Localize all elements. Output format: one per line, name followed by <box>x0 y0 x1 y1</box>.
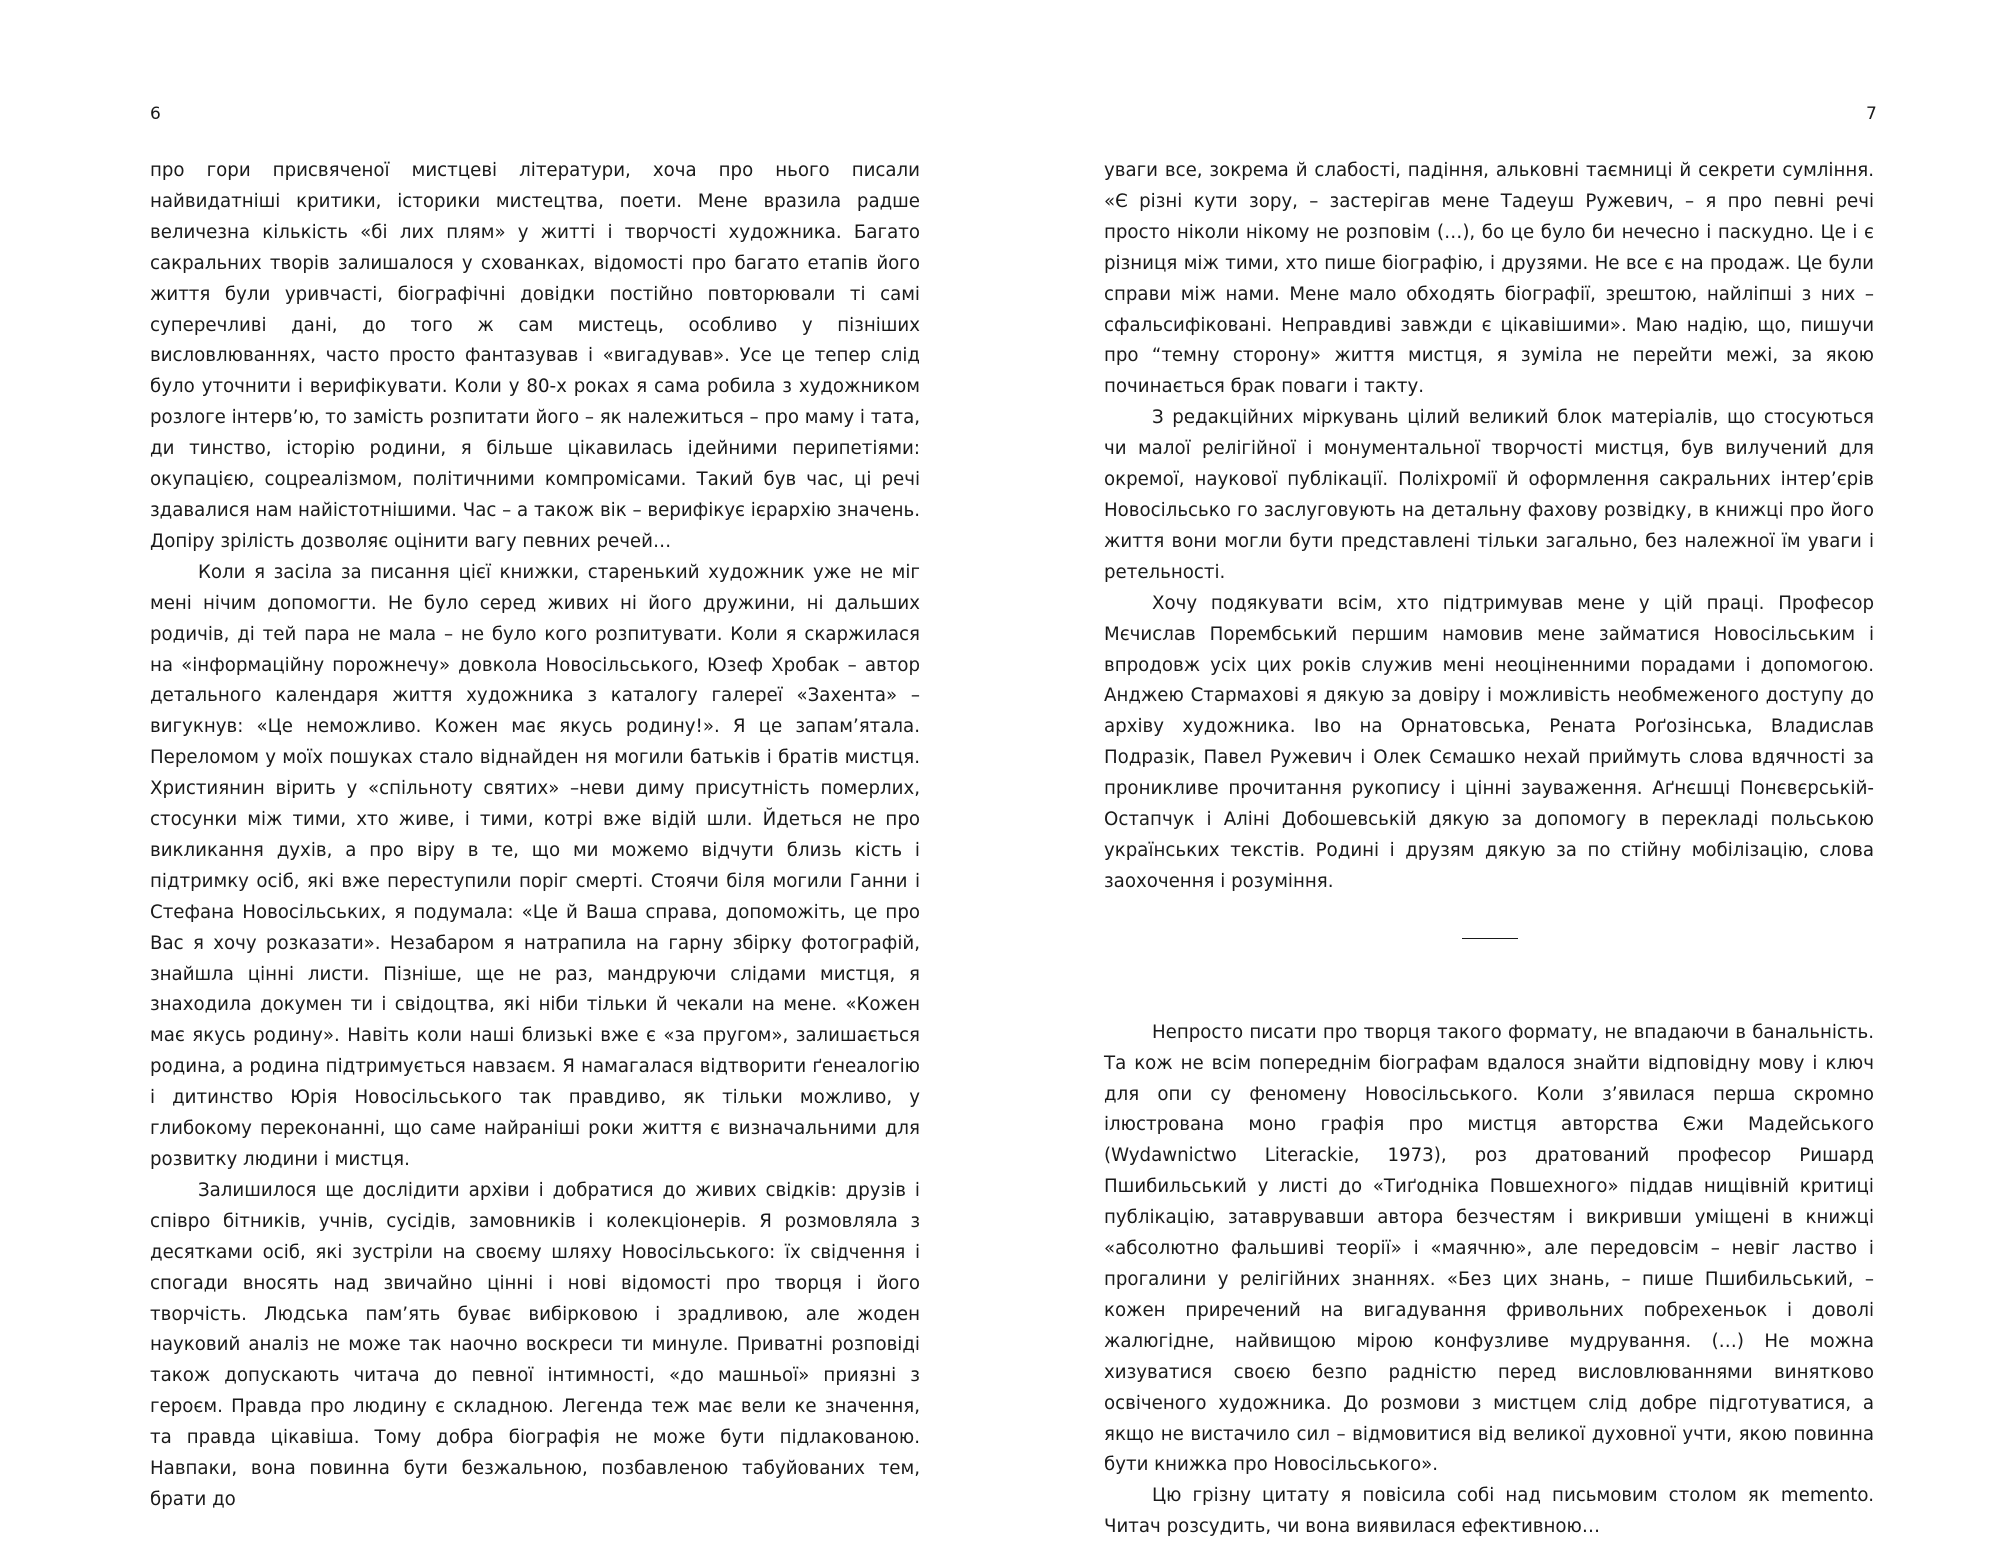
text-line: стійну мобілізацію, слова заохочення і розуміння. <box>1104 839 1874 892</box>
text-line: Коли я засіла за писання цієї книжки, старенький художник уже не міг мені <box>150 561 920 614</box>
text-line: су феномену Новосільського. Коли з’явилася перша скромно ілюстрована моно <box>1104 1083 1874 1136</box>
separator-rule <box>1462 938 1518 939</box>
text-line: Залишилося ще дослідити архіви і добратися до живих свідків: друзів і співро <box>150 1179 920 1232</box>
paragraph <box>1104 1481 1874 1543</box>
page-number-left: 6 <box>150 104 161 124</box>
paragraph <box>150 1176 920 1516</box>
text-line: має якусь родину!». Я це запам’ятала. Переломом у моїх пошуках стало віднайден <box>150 716 920 769</box>
text-line: і Стефана Новосільських, я подумала: «Це й Ваша справа, допоможіть, це про Вас <box>150 870 920 954</box>
right-text-column <box>1104 156 1874 1543</box>
text-line: кість і підтримку осіб, які вже переступили поріг смерті. Стоячи біля могили Ганни <box>150 839 920 892</box>
text-line: я зуміла не перейти межі, за якою починається брак поваги і такту. <box>1104 345 1874 398</box>
text-line: соцреалізмом, політичними компромісами. Такий був час, ці речі здавалися нам <box>150 469 921 521</box>
text-line: Сємашко нехай приймуть слова вдячності за проникливе прочитання рукопису і <box>1104 747 1874 800</box>
text-line: ти і свідоцтва, які ніби тільки й чекали на мене. «Кожен має якусь родину». Навіть <box>150 994 920 1047</box>
text-line: про гори присвяченої мистцеві літератури, хоча про нього писали найвидатніші <box>150 160 920 212</box>
text-line: нічим допомогти. Не було серед живих ні його дружини, ні дальших родичів, ді <box>150 592 920 645</box>
paragraph <box>1104 403 1874 588</box>
text-line: вибірковою і зрадливою, але жоден науковий аналіз не може так наочно воскреси <box>150 1303 920 1356</box>
text-line: звичайно цінні і нові відомості про творця і його творчість. Людська пам’ять буває <box>150 1272 920 1325</box>
text-line: які зустріли на своєму шляху Новосільського: їх свідчення і спогади вносять над <box>150 1241 920 1294</box>
text-line: кож не всім попереднім біографам вдалося знайти відповідну мову і ключ для опи <box>1104 1052 1874 1105</box>
paragraph <box>1104 589 1874 898</box>
text-line: го заслуговують на детальну фахову розвідку, в книжці про його життя вони могли <box>1104 499 1874 552</box>
text-line: тинство, історію родини, я більше цікавилась ідейними перипетіями: окупацією, <box>150 438 920 491</box>
text-line: слід було уточнити і верифікувати. Коли у 80-х роках я сама робила з художником <box>150 345 920 398</box>
text-line: уміщені в книжці «абсолютно фальшиві теорії» і «маячню», але передовсім – невіг <box>1104 1207 1874 1260</box>
text-line: розлоге інтерв’ю, то замість розпитати його – як належиться – про маму і тата, ди <box>150 407 920 460</box>
text-line: піддав нищівній критиці публікацію, затаврувавши автора безчестям і викривши <box>1104 1176 1874 1229</box>
text-line: Хочу подякувати всім, хто підтримував мене у цій праці. Професор Мєчислав <box>1104 592 1874 645</box>
text-line: життя є визначальними для розвитку людини і мистця. <box>150 1118 920 1170</box>
text-line: постійно повторювали ті самі суперечливі дані, до того ж сам мистець, особливо <box>150 283 920 336</box>
text-line: допомогу в перекладі польською українських текстів. Родині і друзям дякую за по <box>1104 809 1874 861</box>
text-line: навзаєм. Я намагалася відтворити ґенеалогію і дитинство Юрія Новосільського так <box>150 1056 920 1109</box>
text-line: наукової публікації. Поліхромії й оформлення сакральних інтер’єрів Новосільсько <box>1104 469 1875 521</box>
text-line: на Орнатовська, Рената Роґозінська, Владислав Подразік, Павел Ружевич і Олек <box>1104 716 1874 769</box>
text-line: Навпаки, вона повинна бути безжальною, позбавленою табуйованих тем, брати до <box>150 1458 920 1510</box>
text-line: Цю грізну цитату я повісила собі над письмовим столом як memento. Читач <box>1104 1485 1874 1538</box>
text-line: порожнечу» довкола Новосільського, Юзеф Хробак – автор детального календаря <box>150 654 920 707</box>
text-line: цінні листи. Пізніше, ще не раз, мандруючи слідами мистця, я знаходила докумен <box>150 963 920 1016</box>
text-line: дозволяє оцінити вагу певних речей… <box>300 530 672 552</box>
text-line: уваги все, зокрема й слабості, падіння, альковні таємниці й секрети сумління. «Є <box>1104 160 1874 212</box>
text-line: ке значення, та правда цікавіша. Тому добра біографія не може бути підлакованою. <box>150 1396 920 1449</box>
text-line: у пізніших висловлюваннях, часто просто фантазував і «вигадував». Усе це тепер <box>150 314 920 367</box>
paragraph <box>150 558 920 1176</box>
text-line: машньої» приязні з героєм. Правда про людину є складною. Легенда теж має вели <box>150 1365 920 1418</box>
section-separator <box>1104 898 1874 1018</box>
text-line: радністю перед висловлюваннями винятково освіченого художника. До розмови <box>1104 1361 1874 1414</box>
text-line: Порембський першим намовив мене займатися Новосільським і впродовж усіх <box>1104 623 1874 676</box>
left-text-column <box>150 156 920 1516</box>
text-line: мало обходять біографії, зрештою, найліпші з них – сфальсифіковані. Неправдиві <box>1104 283 1874 336</box>
text-line: диму присутність померлих, стосунки між тими, хто живе, і тими, котрі вже відій <box>150 778 920 831</box>
text-line: різні кути зору, – застерігав мене Тадеуш Ружевич, – я про певні речі просто ніколи <box>1104 190 1875 243</box>
paragraph <box>150 156 920 558</box>
text-line: бути представлені тільки загально, без належної їм уваги і ретельності. <box>1104 530 1875 583</box>
text-line: ня могили батьків і братів мистця. Християнин вірить у «спільноту святих» –неви <box>150 747 920 800</box>
text-line: тей пара не мала – не було кого розпитувати. Коли я скаржилася на «інформаційну <box>150 623 920 676</box>
paragraph <box>1104 156 1874 403</box>
text-line: лих плям» у житті і творчості художника. Багато сакральних творів залишалося у <box>150 221 920 274</box>
text-line: малої релігійної і монументальної творчості мистця, був вилучений для окремої, <box>1104 438 1874 491</box>
text-line: завжди є цікавішими». Маю надію, що, пишучи про “темну сторону» життя мистця, <box>1104 314 1875 367</box>
text-line: я дякую за довіру і можливість необмеженого доступу до архіву художника. Іво <box>1104 685 1874 738</box>
text-line: життя художника з каталогу галереї «Захента» – вигукнув: «Це неможливо. Кожен <box>150 685 921 738</box>
text-line: найвищою мірою конфузливе мудрування. (…) Не можна хизуватися своєю безпо <box>1104 1330 1874 1383</box>
text-line: правдиво, як тільки можливо, у глибокому переконанні, що саме найраніші роки <box>150 1087 920 1140</box>
text-line: найістотнішими. Час – а також вік – верифікує ієрархію значень. Допіру зрілість <box>150 499 920 552</box>
text-line: цінні зауваження. Аґнєшці Понєвєрській-Остапчук і Аліні Добошевській дякую за <box>1104 778 1874 831</box>
text-line: хто пише біографію, і друзями. Не все є на продаж. Це були справи між нами. Мене <box>1104 252 1874 305</box>
text-line: Непросто писати про творця такого формату, не впадаючи в банальність. Та <box>1104 1021 1874 1074</box>
text-line: цих років служив мені неоціненними порадами і допомогою. Анджею Стармахові <box>1104 654 1874 707</box>
left-page <box>0 0 1004 1510</box>
right-page <box>1004 0 2008 1538</box>
text-line: нікому не розповім (…), бо це було би нечесно і паскудно. Це і є різниця між тими, <box>1104 221 1874 274</box>
text-line: дратований професор Ришард Пшибильський у листі до «Тиґодніка Повшехного» <box>1104 1145 1874 1198</box>
page-number-right: 7 <box>1866 104 1877 124</box>
text-line: критики, історики мистецтва, поети. Мене вразила радше величезна кількість «бі <box>150 190 920 243</box>
text-line: кожен приречений на вигадування фривольних побрехеньок і доволі жалюгідне, <box>1104 1299 1874 1352</box>
text-line: розсудить, чи вона виявилася ефективною… <box>1166 1516 1601 1538</box>
text-line: великої духовної учти, якою повинна бути книжка про Новосільського». <box>1104 1423 1875 1476</box>
paragraph <box>1104 1018 1874 1482</box>
text-line: з мистцем слід добре підготуватися, а якщо не вистачило сил – відмовитися від <box>1104 1392 1874 1445</box>
text-line: бітників, учнів, сусідів, замовників і колекціонерів. Я розмовляла з десятками осіб, <box>150 1210 920 1263</box>
text-line: З редакційних міркувань цілий великий блок матеріалів, що стосуються чи <box>1104 407 1874 460</box>
text-line: коли наші близькі вже є «за пругом», залишається родина, а родина підтримується <box>150 1025 920 1078</box>
text-line: шли. Йдеться не про викликання духів, а про віру в те, що ми можемо відчути близь <box>150 809 920 861</box>
text-line: ластво і прогалини у релігійних знаннях. «Без цих знань, – пише Пшибильський, – <box>1104 1238 1874 1290</box>
text-line: я хочу розказати». Незабаром я натрапила на гарну збірку фотографій, знайшла <box>150 932 921 985</box>
text-line: ти минуле. Приватні розповіді також допускають читача до певної інтимності, «до <box>150 1334 920 1387</box>
text-line: схованках, відомості про багато етапів його життя були уривчасті, біографічні довідки <box>150 252 920 305</box>
text-line: графія про мистця авторства Єжи Мадейського (Wydawnictwo Literackie, 1973), роз <box>1104 1114 1874 1167</box>
